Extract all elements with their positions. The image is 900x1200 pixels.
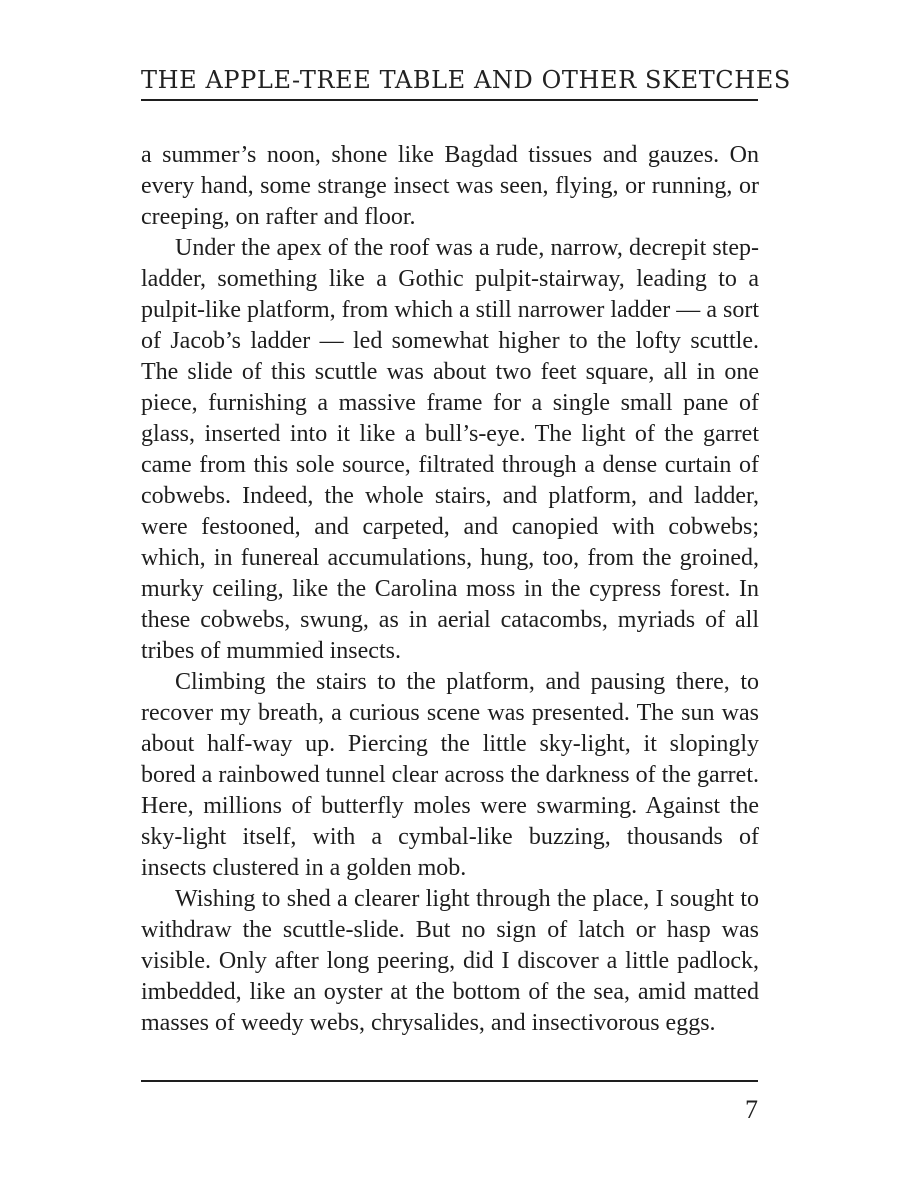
body-text — [141, 140, 759, 1039]
paragraph-3: Climbing the stairs to the platform, and pausing there, to recover my breath, a curious scene was presented. The sun was about half-way up. Piercing the little sky-light, it slopingly bored a rainbowed tunnel clear across the darkness of the garret. Here, millions of butterfly moles were swarming. Against the sky-light itself, with a cymbal-like buzzing, thousands of insects clustered in a golden mob. — [141, 669, 759, 881]
header-rule — [141, 99, 758, 101]
paragraph-4: Wishing to shed a clearer light through the place, I sought to withdraw the scuttle-slide. But no sign of latch or hasp was visible. Only after long peering, did I discover a little padlock, imbedded, like an oyster at the bottom of the sea, amid matted masses of weedy webs, chrysalides, and insectivorous eggs. — [141, 886, 759, 1036]
running-head: THE APPLE-TREE TABLE AND OTHER SKETCHES — [141, 66, 791, 94]
page-number: 7 — [745, 1095, 758, 1124]
paragraph-1: a summer’s noon, shone like Bagdad tissues and gauzes. On every hand, some strange insect was seen, flying, or running, or creeping, on rafter and floor. — [141, 142, 759, 230]
footer-rule — [141, 1080, 758, 1082]
paragraph-2: Under the apex of the roof was a rude, narrow, decrepit step-ladder, something like a Gothic pulpit-stairway, leading to a pulpit-like platform, from which a still narrower ladder — a sort of Jacob’s ladder — led somewhat higher to the lofty scuttle. The slide of this scuttle was about two feet square, all in one piece, furnishing a massive frame for a single small pane of glass, inserted into it like a bull’s-eye. The light of the garret came from this sole source, filtrated through a dense curtain of cobwebs. Indeed, the whole stairs, and platform, and ladder, were festooned, and carpeted, and canopied with cobwebs; which, in funereal accumulations, hung, too, from the groined, murky ceiling, like the Carolina moss in the cypress forest. In these cobwebs, swung, as in aerial catacombs, myriads of all tribes of mummied insects. — [141, 235, 759, 664]
